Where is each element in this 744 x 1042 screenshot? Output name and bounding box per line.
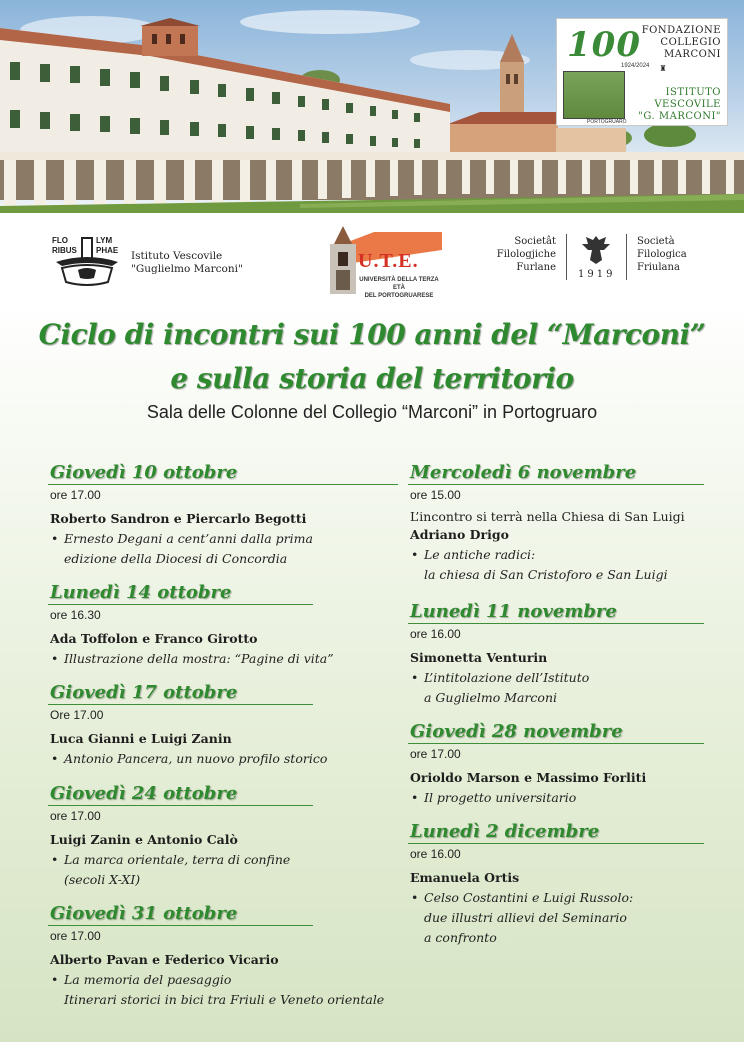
event-card [48, 903, 385, 1010]
event-divider [48, 604, 313, 605]
event-card [408, 721, 704, 808]
event-time: ore 17.00 [50, 929, 101, 943]
event-card [48, 462, 398, 569]
event-time: ore 16.00 [410, 627, 461, 641]
badge-line-3: MARCONI [663, 49, 721, 60]
event-topic-line: edizione della Diocesi di Concordia [64, 551, 288, 566]
event-speakers: Ada Toffolon e Franco Girotto [50, 631, 258, 646]
event-topic [48, 649, 388, 669]
sff-furlan-line-2: Filologjiche [496, 249, 556, 260]
event-card [48, 783, 318, 890]
event-divider [48, 704, 313, 705]
event-date: Giovedì 31 ottobre [50, 903, 238, 924]
bullet-icon: • [51, 651, 59, 666]
event-topic [48, 850, 388, 890]
istituto-logo [52, 232, 122, 288]
event-divider [408, 743, 704, 744]
istituto-name-line-1: Istituto Vescovile [131, 250, 223, 262]
sff-italian-line-1: Società [637, 236, 675, 247]
event-topic [48, 529, 398, 569]
event-card [408, 601, 704, 708]
badge-line-4: ISTITUTO [665, 87, 721, 98]
badge-line-5: VESCOVILE [654, 99, 721, 110]
event-speakers: Roberto Sandron e Piercarlo Begotti [50, 511, 307, 526]
badge-years: 1924/2024 [621, 63, 650, 69]
event-date: Giovedì 28 novembre [410, 721, 623, 742]
istituto-emblem-flo: FLO [52, 236, 68, 245]
event-topic [408, 788, 704, 808]
event-date: Lunedì 11 novembre [410, 601, 617, 622]
event-topic-line: Le antiche radici: [424, 547, 536, 562]
event-topic-line: a confronto [424, 930, 497, 945]
event-topic [408, 545, 704, 585]
badge-photo-label: PORTOGRUARO [587, 119, 627, 125]
centenary-badge [556, 18, 728, 126]
event-topic-line: Antonio Pancera, un nuovo profilo storico [64, 751, 328, 766]
event-topic [408, 888, 704, 948]
event-time: ore 16.30 [50, 608, 101, 622]
istituto-emblem-ribus: RIBUS [52, 246, 77, 255]
bullet-icon: • [411, 670, 419, 685]
bullet-icon: • [51, 531, 59, 546]
sff-divider-left [566, 234, 567, 280]
event-time: ore 17.00 [50, 809, 101, 823]
event-topic-line: Il progetto universitario [424, 790, 577, 805]
badge-line-6: "G. MARCONI" [638, 111, 721, 122]
event-divider [48, 925, 313, 926]
badge-crest-icon: ♜ [659, 64, 667, 73]
main-title-line-2: e sulla storia del territorio [170, 362, 574, 395]
event-time: ore 17.00 [410, 747, 461, 761]
event-topic-line: due illustri allievi del Seminario [424, 910, 627, 925]
header-photo [0, 0, 744, 213]
badge-number: 100 [567, 25, 641, 65]
badge-line-2: COLLEGIO [660, 37, 721, 48]
bullet-icon: • [411, 790, 419, 805]
sff-italian-line-2: Filologica [637, 249, 687, 260]
event-topic-line: (secoli X-XI) [64, 872, 141, 887]
event-divider [408, 623, 704, 624]
badge-building-image [563, 71, 625, 119]
event-topic-line: a Guglielmo Marconi [424, 690, 558, 705]
venue-subtitle: Sala delle Colonne del Collegio “Marconi” in Portogruaro [146, 402, 598, 422]
event-divider [48, 484, 398, 485]
event-topic-line: Celso Costantini e Luigi Russolo: [424, 890, 634, 905]
event-time: Ore 17.00 [50, 708, 104, 722]
bullet-icon: • [51, 751, 59, 766]
event-speakers: Emanuela Ortis [410, 870, 520, 885]
event-date: Giovedì 10 ottobre [50, 462, 238, 483]
bullet-icon: • [411, 547, 419, 562]
event-speakers: Adriano Drigo [410, 527, 509, 542]
event-topic-line: Ernesto Degani a cent’anni dalla prima [64, 531, 313, 546]
istituto-emblem-phae: PHAE [96, 246, 119, 255]
event-divider [48, 805, 313, 806]
event-speakers: Luca Gianni e Luigi Zanin [50, 731, 232, 746]
event-topic-line: La memoria del paesaggio [64, 972, 232, 987]
event-card [48, 682, 328, 769]
event-topic-line: L’intitolazione dell’Istituto [424, 670, 590, 685]
event-card [48, 582, 334, 669]
ute-subtitle-line-2: DEL PORTOGRUARESE [364, 293, 434, 299]
event-card [408, 462, 704, 585]
event-speakers: Simonetta Venturin [410, 650, 548, 665]
main-title-line-1: Ciclo di incontri sui 100 anni del “Marconi” [38, 318, 706, 351]
event-topic-line: La marca orientale, terra di confine [64, 852, 291, 867]
bullet-icon: • [51, 852, 59, 867]
event-note: L’incontro si terrà nella Chiesa di San Luigi [410, 509, 685, 524]
event-speakers: Alberto Pavan e Federico Vicario [50, 952, 279, 967]
bullet-icon: • [51, 972, 59, 987]
event-divider [408, 484, 704, 485]
event-topic-line: Itinerari storici in bici tra Friuli e Veneto orientale [64, 992, 385, 1007]
event-divider [408, 843, 704, 844]
sff-furlan-line-3: Furlane [516, 262, 556, 273]
ute-subtitle-line-1: UNIVERSITÀ DELLA TERZA ETÀ [359, 277, 439, 291]
sff-furlan-line-1: Societât [514, 236, 556, 247]
sff-divider-right [626, 234, 627, 280]
event-topic [408, 668, 704, 708]
sff-italian-line-3: Friulana [637, 262, 680, 273]
event-topic [48, 970, 408, 1010]
event-time: ore 16.00 [410, 847, 461, 861]
bullet-icon: • [411, 890, 419, 905]
ute-logo [330, 226, 442, 299]
event-card [408, 821, 704, 948]
event-speakers: Orioldo Marson e Massimo Forliti [410, 770, 647, 785]
event-time: ore 17.00 [50, 488, 101, 502]
ute-subtitle [354, 276, 444, 300]
eagle-icon [580, 232, 612, 266]
event-topic-line: Illustrazione della mostra: “Pagine di vita” [64, 651, 334, 666]
sff-year: 1919 [578, 269, 616, 280]
event-speakers: Luigi Zanin e Antonio Calò [50, 832, 238, 847]
event-topic-line: la chiesa di San Cristoforo e San Luigi [424, 567, 668, 582]
event-topic [48, 749, 388, 769]
istituto-emblem-lym: LYM [96, 236, 113, 245]
event-date: Lunedì 2 dicembre [410, 821, 600, 842]
event-time: ore 15.00 [410, 488, 461, 502]
event-date: Giovedì 17 ottobre [50, 682, 238, 703]
ute-name: U.T.E. [358, 250, 419, 272]
istituto-name-line-2: "Guglielmo Marconi" [131, 263, 243, 275]
event-date: Lunedì 14 ottobre [50, 582, 232, 603]
event-date: Giovedì 24 ottobre [50, 783, 238, 804]
badge-line-1: FONDAZIONE [641, 25, 721, 36]
event-date: Mercoledì 6 novembre [410, 462, 637, 483]
